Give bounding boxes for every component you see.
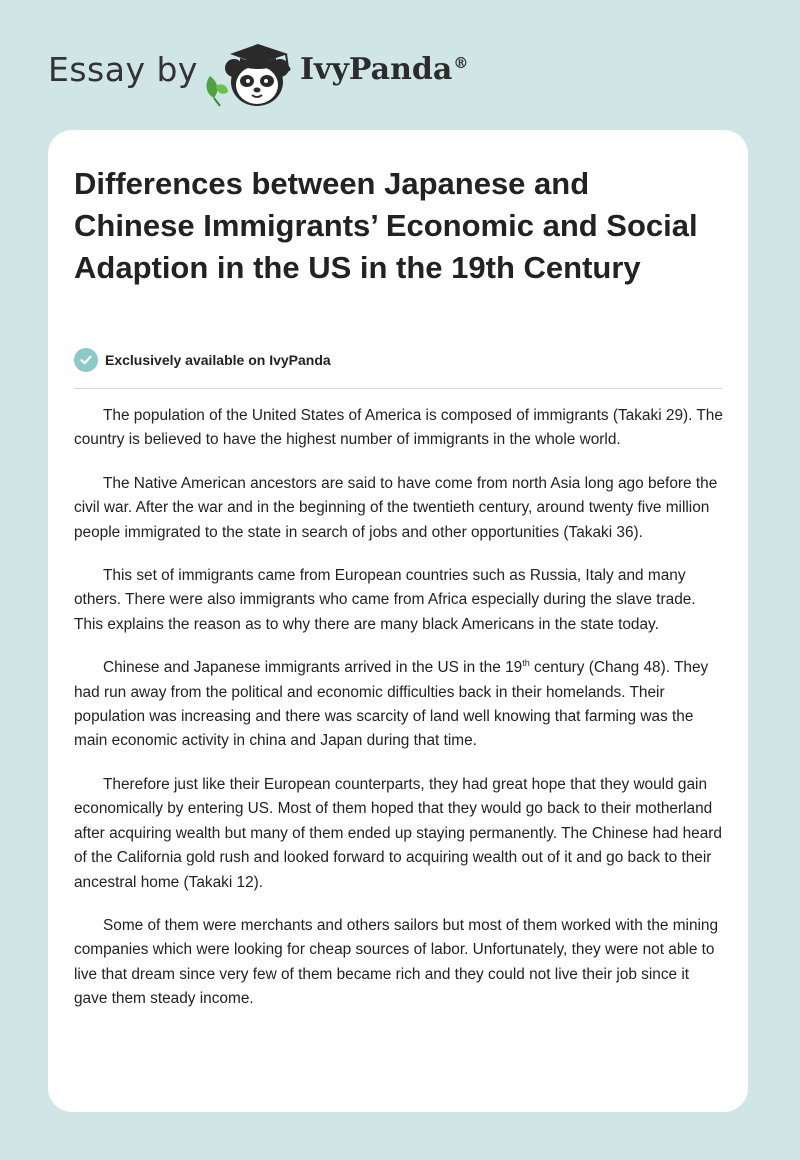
divider [74,388,722,389]
paragraph-3: This set of immigrants came from European countries such as Russia, Italy and many others. There were also immigrants who came from Africa especially during the slave trade. This explains the reason as to why there are many black Americans in the state today. [74,567,696,633]
paragraph-2: The Native American ancestors are said to have come from north Asia long ago before the civil war. After the war and in the beginning of the twentieth century, around twenty five million people immigrated to the state in search of jobs and other opportunities (Takaki 36). [74,474,718,541]
essay-title: Differences between Japanese and Chinese Immigrants’ Economic and Social Adaption in the US in the 19th Century [74,166,698,285]
paragraph-4 [74,656,724,754]
essay-by-label: Essay by [48,50,198,89]
paragraph-4-part-b: century (Chang 48). They had run away from the political and economic difficulties back in their homelands. Their population was increasing and there was scarcity of land well knowing that farming was the main economic activity in china and Japan during that time. [74,659,709,750]
site-header [48,36,768,116]
registered-mark: ® [453,54,469,72]
essay-card [48,130,748,1112]
essay-body [74,404,724,1031]
check-circle-icon [74,348,98,372]
brand-name[interactable] [300,52,468,87]
paragraph-6: Some of them were merchants and others sailors but most of them worked with the mining companies which were looking for cheap sources of labor. Unfortunately, they were not able to live that dream since very few of them became rich and they could not live their job since it gave them steady income. [74,916,719,1008]
paragraph-4-part-a: Chinese and Japanese immigrants arrived in the US in the 19 [103,659,523,677]
exclusive-badge [74,347,331,373]
exclusive-badge-text: Exclusively available on IvyPanda [105,352,331,368]
superscript-th: th [522,658,530,669]
paragraph-5: Therefore just like their European counterparts, they had great hope that they would gain economically by entering US. Most of them hoped that they would go back to their motherland after acquiring wealth but many of them ended up staying permanently. The Chinese had heard of the California gold rush and looked forward to acquiring wealth out of it and go back to their ancestral home (Takaki 12). [74,775,722,891]
brand-text: IvyPanda [300,52,453,87]
paragraph-1: The population of the United States of America is composed of immigrants (Takaki 29). The country is believed to have the highest number of immigrants in the whole world. [74,407,723,449]
panda-graduate-logo-icon[interactable] [202,36,302,108]
